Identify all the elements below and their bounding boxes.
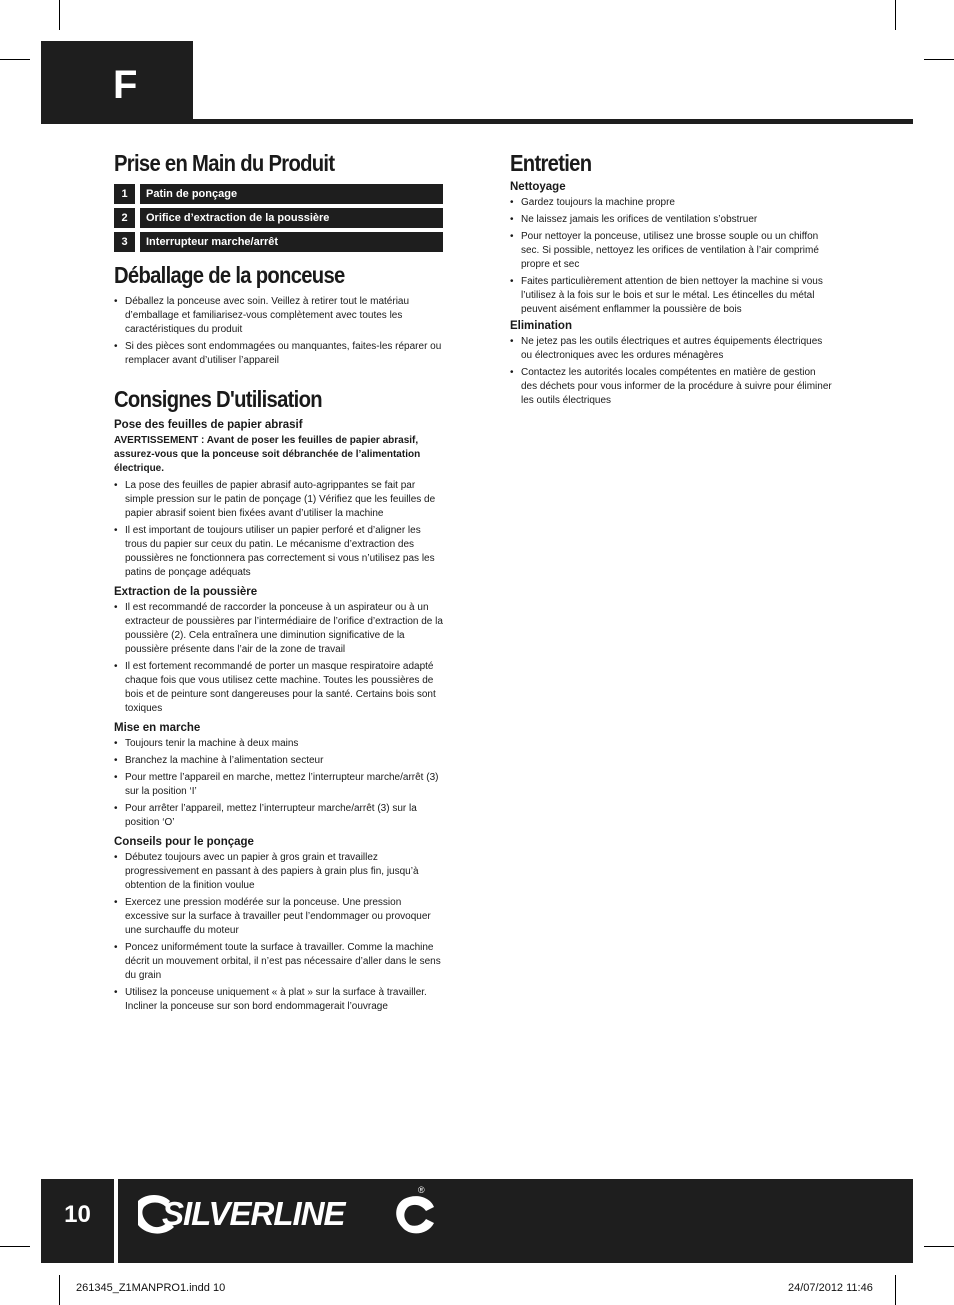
list-item: • Pour nettoyer la ponceuse, utilisez une brosse souple ou un chiffon sec. Si possible, nettoyez les orifices de ventilation à l’air comprimé propre et sec [510, 230, 832, 272]
list-item: • Déballez la ponceuse avec soin. Veillez à retirer tout le matériau d’emballage et familiarisez-vous complètement avec toutes les caractéristiques du produit [114, 295, 443, 337]
list-item: • Faites particulièrement attention de bien nettoyer la machine si vous l’utilisez à la fois sur le bois et sur le métal. Les étincelles du métal peuvent aisément enflammer la poussière de bois [510, 275, 832, 317]
list-item: • Gardez toujours la machine propre [510, 196, 832, 210]
list-item: • Débutez toujours avec un papier à gros grain et travaillez progressivement en passant à des papiers à grain plus fin, jusqu’à obtention de la finition voulue [114, 851, 443, 893]
list-item: • Exercez une pression modérée sur la ponceuse. Une pression excessive sur la surface à travailler peut l’endommager ou provoquer une surchauffe du moteur [114, 896, 443, 938]
parts-list [114, 184, 443, 252]
print-datetime: 24/07/2012 11:46 [788, 1282, 873, 1294]
crop-mark [0, 1246, 30, 1247]
crop-mark [895, 1275, 896, 1305]
list-item: • Ne laissez jamais les orifices de ventilation s’obstruer [510, 213, 832, 227]
conseils-heading: Conseils pour le ponçage [114, 836, 254, 848]
elimination-list [510, 335, 832, 408]
list-item: • Si des pièces sont endommagées ou manquantes, faites-les réparer ou remplacer avant d’utiliser l’appareil [114, 340, 443, 368]
nettoyage-heading: Nettoyage [510, 181, 566, 193]
deballage-title: Déballage de la ponceuse [114, 262, 345, 288]
conseils-list [114, 851, 443, 1014]
elimination-heading: Elimination [510, 320, 572, 332]
part-label: Patin de ponçage [140, 184, 443, 204]
right-column [510, 150, 832, 411]
part-label: Orifice d’extraction de la poussière [140, 208, 443, 228]
list-item: • Il est important de toujours utiliser un papier perforé et d’aligner les trous du papier sur ceux du patin. Le mécanisme d’extraction des poussières ne fonctionnera pas correctement si vous n’utilisez pas les patins de ponçage adéquats [114, 524, 443, 580]
list-item: • Pour arrêter l’appareil, mettez l’interrupteur marche/arrêt (3) sur la position ‘O’ [114, 802, 443, 830]
header-rule [41, 119, 913, 124]
crop-mark [0, 59, 30, 60]
extraction-heading: Extraction de la poussière [114, 586, 258, 598]
marche-heading: Mise en marche [114, 722, 201, 734]
part-number: 2 [114, 208, 135, 228]
list-item: • Poncez uniformément toute la surface à travailler. Comme la machine décrit un mouvement orbital, il n’est pas nécessaire d’aller dans le sens du grain [114, 941, 443, 983]
deballage-list [114, 295, 443, 368]
prise-title: Prise en Main du Produit [114, 150, 335, 176]
silverline-logo [136, 1189, 436, 1239]
crop-mark [59, 1275, 60, 1305]
part-number: 3 [114, 232, 135, 252]
list-item: • Utilisez la ponceuse uniquement « à plat » sur la surface à travailler. Incliner la ponceuse sur son bord endommagerait l’ouvrage [114, 986, 443, 1014]
crop-mark [59, 0, 60, 30]
list-item: • Toujours tenir la machine à deux mains [114, 737, 443, 751]
list-item: • Il est recommandé de raccorder la ponceuse à un aspirateur ou à un extracteur de poussières par l’intermédiaire de l’orifice d’extraction de la poussière (2). Cela entraînera une diminution significative de la poussière présente dans l’air de la zone de travail [114, 601, 443, 657]
list-item: • Ne jetez pas les outils électriques et autres équipements électriques ou électroniques avec les ordures ménagères [510, 335, 832, 363]
page-number: 10 [64, 1201, 91, 1228]
list-item: • La pose des feuilles de papier abrasif auto-agrippantes se fait par simple pression sur le patin de ponçage (1) Vérifiez que les feuilles de papier abrasif soient bien fixées avant d’utiliser la machine [114, 479, 443, 521]
crop-mark [924, 59, 954, 60]
part-row [114, 208, 443, 228]
print-file-info: 261345_Z1MANPRO1.indd 10 [76, 1282, 226, 1294]
left-column [114, 150, 443, 1017]
registered-mark: ® [418, 1185, 425, 1195]
part-row [114, 232, 443, 252]
list-item: • Branchez la machine à l’alimentation secteur [114, 754, 443, 768]
entretien-title: Entretien [510, 150, 592, 176]
marche-list [114, 737, 443, 830]
list-item: • Pour mettre l’appareil en marche, mettez l’interrupteur marche/arrêt (3) sur la position ‘I’ [114, 771, 443, 799]
section-tab [41, 41, 193, 123]
part-number: 1 [114, 184, 135, 204]
crop-mark [895, 0, 896, 30]
pose-warning: AVERTISSEMENT : Avant de poser les feuilles de papier abrasif, assurez-vous que la ponceuse soit débranchée de l’alimentation électrique. [114, 435, 421, 474]
list-item: • Contactez les autorités locales compétentes en matière de gestion des déchets pour vous informer de la procédure à suivre pour éliminer les outils électriques [510, 366, 832, 408]
crop-mark [924, 1246, 954, 1247]
brand-name: SILVERLINE [162, 1195, 345, 1232]
consignes-title: Consignes D'utilisation [114, 386, 322, 412]
part-label: Interrupteur marche/arrêt [140, 232, 443, 252]
part-row [114, 184, 443, 204]
extraction-list [114, 601, 443, 716]
section-letter: F [113, 63, 138, 107]
pose-heading: Pose des feuilles de papier abrasif [114, 419, 303, 431]
list-item: • Il est fortement recommandé de porter un masque respiratoire adapté chaque fois que vous utilisez cette machine. Toutes les poussières de bois et de peinture sont dangereuses pour la santé. Certains bois sont toxiques [114, 660, 443, 716]
footer-divider [114, 1179, 118, 1263]
footer-bar [41, 1179, 913, 1263]
nettoyage-list [510, 196, 832, 317]
pose-list [114, 479, 443, 580]
